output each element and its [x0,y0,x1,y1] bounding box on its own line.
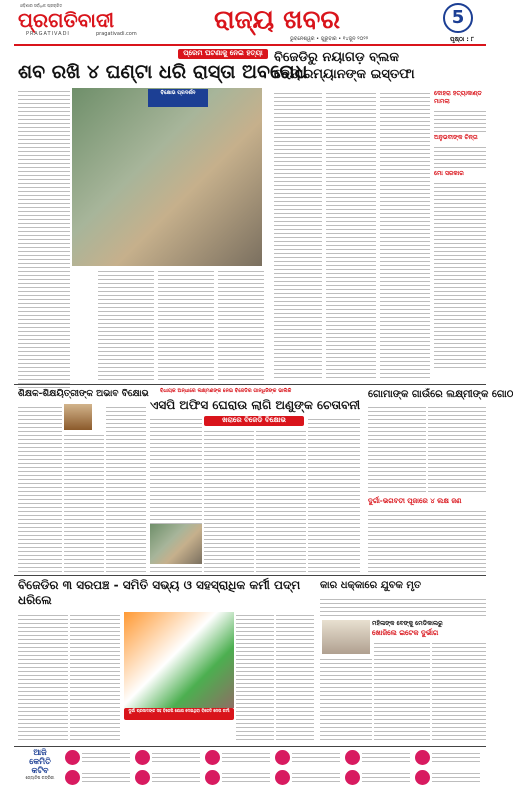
divider-1 [14,384,486,385]
virgo-icon [415,750,430,765]
story7-headline: ବିଜେଡିର ୩ ସରପଞ୍ଚ - ସମିତି ସଭ୍ୟ ଓ ସହସ୍ରାଧିକ କର୍ମୀ ପଦ୍ମ ଧରିଲେ [18,578,301,607]
zodiac-text [432,770,480,785]
story1-body-col2 [98,268,154,380]
horoscope-title-1: ଆଜି [33,748,47,757]
story7-body-col4 [276,612,314,742]
zodiac-text [432,750,480,765]
story1-body-col3 [158,268,214,380]
tagline-top: ଓଡ଼ିଶାର ସର୍ବାଧିକ ପ୍ରଚାରିତ [20,3,63,8]
zodiac-text [292,750,340,765]
zodiac-text [362,770,410,785]
story9-body-col3 [432,640,486,742]
zodiac-text [292,770,340,785]
story3-body-b [64,432,104,572]
taurus-icon [135,750,150,765]
anniversary-number: 5 [451,7,465,28]
page-label: ପୃଷ୍ଠା : ୮ [450,36,474,43]
story9-kicker: ମହିଳାଙ୍କ ବେଙ୍କୁ ମେଡିକାଲରୁ [372,620,443,627]
story2-headline: ବିଜେଡିରୁ ନୟାଗଡ଼ ବ୍ଲକ ଚେୟାରମ୍ୟାନଙ୍କ ଇସ୍ତଫା [274,50,415,82]
sidebar-item-3: ମୋ ସରକାର [434,170,464,177]
zodiac-text [362,750,410,765]
sidebar-text-2 [434,144,486,168]
story5-body-col1 [368,404,426,494]
story2-body-col1 [274,90,322,380]
story6-headline: ଦୁର୍ଗା-ଭଗବତୀ ପୂଜାରେ ୪ ଲକ୍ଷ ଜଣ [368,497,462,505]
zodiac-cell [134,768,202,787]
story4-photo [150,524,202,564]
story1-kicker: ପ୍ରେମ ଘଟଣାକୁ ନେଇ ହତ୍ୟା [178,49,268,59]
aries-icon [65,750,80,765]
sidebar-item-2: ଅନୁଭବୀଙ୍କ ଚିନ୍ତା [434,134,478,141]
story7-body-col2 [70,612,120,742]
capricorn-icon [275,770,290,785]
story8-body [320,596,486,618]
zodiac-cell [414,748,482,767]
story7-body-col1 [18,612,68,742]
story4-headline: ଏସପି ଅଫିସ ଘେରାଉ ଲାଗି ଅଣୁଙ୍କ ଚେତାବନୀ [150,398,361,412]
story7-caption: ଦୁର୍ଗା ପ୍ରସାଦଙ୍କ ସହ ବିଜେପି ଯୋଗ ଦେଇଥିବା ବିଜେଡି ନେତା କର୍ମୀ [124,708,234,720]
zodiac-cell [274,768,342,787]
story3-body-a [18,404,62,572]
leo-icon [345,750,360,765]
story9-headline: ଖୋଜିଲେ ଇଟେକ ଦୁର୍ଭାଗ [372,629,439,637]
story4-body-col3 [256,428,306,572]
story5-headline: ଗୋମାଙ୍କ ଗାଉଁରେ ଲକ୍ଷ୍ମୀଙ୍କ ଗୋଠ [368,389,513,400]
story2-body-col2 [326,90,376,380]
gemini-icon [205,750,220,765]
story3-photo [64,404,92,430]
masthead [0,0,500,46]
zodiac-text [82,750,130,765]
masthead-divider [14,44,486,46]
zodiac-text [82,770,130,785]
logo-site: pragativadi.com [96,31,137,37]
story8-headline: କାର ଧକ୍କାରେ ଯୁବକ ମୃତ [320,580,422,591]
zodiac-cell [64,768,132,787]
sidebar-text-1 [434,108,486,132]
sagittarius-icon [205,770,220,785]
horoscope-title [18,748,62,788]
zodiac-text [222,770,270,785]
sidebar-right [434,90,486,380]
story1-headline: ଶବ ରଖି ୪ ଘଣ୍ଟା ଧରି ରାସ୍ତା ଅବରୋଧ [18,61,308,83]
horoscope-title-2: କେମିତି [29,757,51,766]
zodiac-cell [204,748,272,767]
divider-3 [14,746,486,747]
story1-photo [72,88,262,266]
scorpio-icon [135,770,150,785]
zodiac-cell [64,748,132,767]
zodiac-cell [344,748,412,767]
horoscope-section [14,748,486,788]
logo-sub: PRAGATIVADI [26,31,70,37]
story9-body-col2 [374,640,430,742]
story4-inset-label: ଖରାରେ ବିଜେଡି ବିକ୍ଷୋଭ [204,416,304,426]
zodiac-grid [64,748,486,788]
date-line: ଭୁବନେଶ୍ୱର • ଗୁରୁବାର • ୧୪ଜୁନ ୨୦୨୨ [290,36,369,42]
story7-body-col3 [236,612,274,742]
story4-body-col2 [204,428,254,572]
sidebar-text-3 [434,180,486,370]
horoscope-author: ଜ୍ୟୋତିଷ ଚନ୍ଦ୍ରିକା [25,775,55,780]
story6-body [368,508,486,572]
libra-icon [65,770,80,785]
zodiac-cell [204,768,272,787]
zodiac-text [152,750,200,765]
divider-2 [14,575,486,576]
story4-kicker: ବିଧାୟକ ଅନ୍ଧାରେ ଲକ୍ଷ୍ମଣଙ୍କ ନେଇ ବିଜେଡିର ଗାନ୍ଧିଜିଙ୍କ ଭାଲିକି [160,388,292,394]
story1-photo-caption: ବିକ୍ଷୋଭ ପ୍ରଦର୍ଶନ [148,89,208,107]
horoscope-title-3: କଟିବ [31,766,49,775]
sidebar-item-1: ଦୋହରା ହତ୍ୟାକାଣ୍ଡ ମାମଲା [434,90,482,105]
story3-headline: ଶିକ୍ଷକ-ଶିକ୍ଷୟିତ୍ରୀଙ୍କ ଅଭାବ ବିକ୍ଷୋଭ [18,389,149,399]
story3-body-c [106,404,146,572]
aquarius-icon [345,770,360,785]
story1-body-col1 [18,88,70,388]
story2-body-col3 [380,90,430,380]
zodiac-cell [414,768,482,787]
cancer-icon [275,750,290,765]
zodiac-text [222,750,270,765]
story4-body-col4 [308,416,360,572]
zodiac-cell [134,748,202,767]
logo-text: ପ୍ରଗତିବାଦୀ [18,8,115,32]
story5-body-col2 [428,404,486,494]
story1-body-col4 [218,268,264,380]
anniversary-badge [443,3,473,33]
zodiac-cell [344,768,412,787]
zodiac-text [152,770,200,785]
story9-photo [322,620,370,654]
logo [18,8,168,37]
story9-body-col1 [320,656,372,742]
section-title: ରାଜ୍ୟ ଖବର [214,5,341,35]
pisces-icon [415,770,430,785]
story7-photo [124,612,234,708]
zodiac-cell [274,748,342,767]
